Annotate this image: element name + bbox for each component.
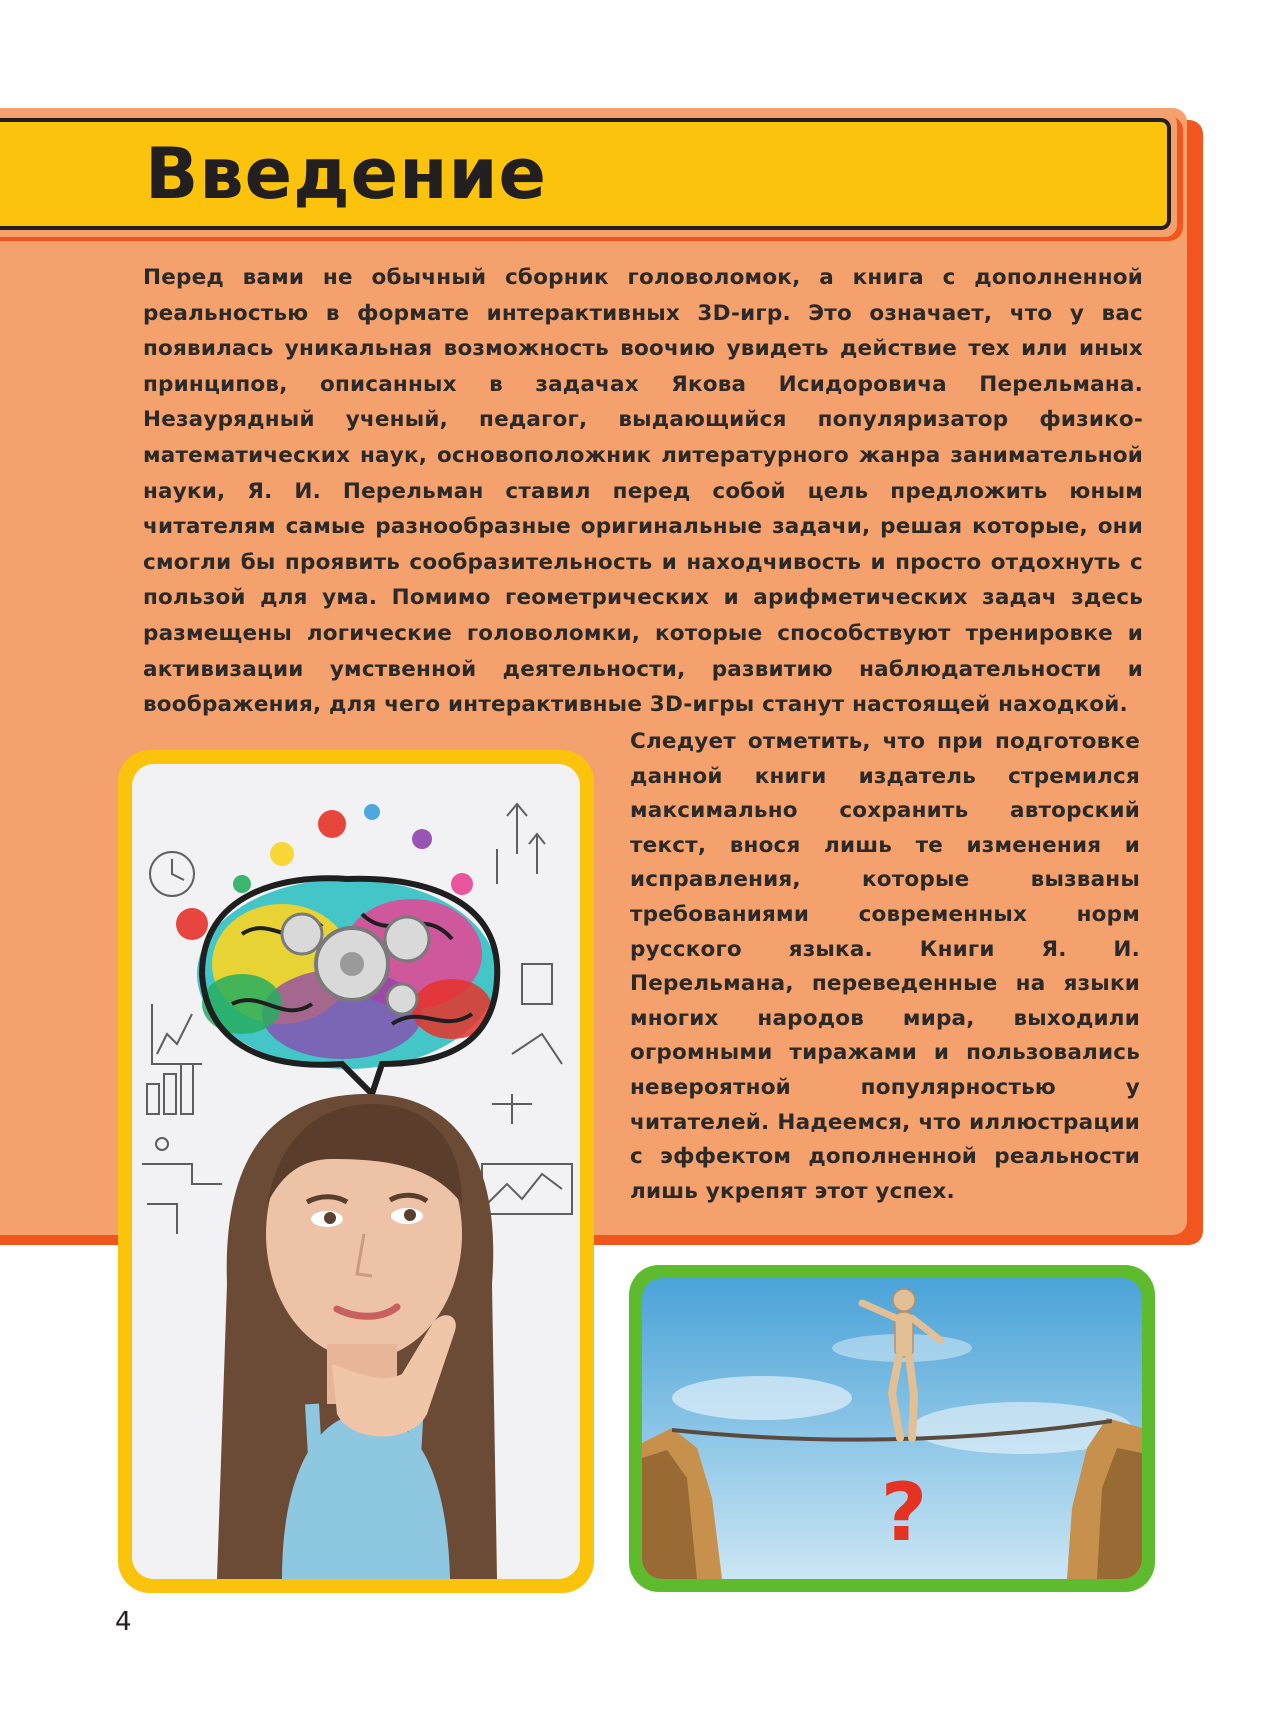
- second-paragraph: Следует отметить, что при подготовке данной книги издатель стремился максимально сохранить авторский текст, внося лишь те изменения и исправления, которые вызваны требованиями современных норм русского языка. Книги Я. И. Перельмана, переведенные на языки многих народов мира, выходили огромными тиражами и пользовались невероятной популярностью у читателей. Надеемся, что иллюстрации с эффектом дополненной реальности лишь укрепят этот успех.: [630, 729, 1140, 1204]
- tightrope-illustration: [642, 1278, 1142, 1579]
- page-title: Введение: [145, 133, 548, 215]
- thinking-girl-photo: [118, 750, 594, 1593]
- tightrope-image: [642, 1278, 1142, 1579]
- tightrope-photo: [629, 1265, 1155, 1592]
- thinking-girl-illustration: [132, 764, 580, 1579]
- page-number: 4: [115, 1607, 132, 1637]
- thinking-girl-image: [132, 764, 580, 1579]
- question-mark: ?: [880, 1466, 928, 1559]
- intro-paragraph: Перед вами не обычный сборник головоломок, а книга с дополненной реальностью в формате интерактивных 3D-игр. Это означает, что у вас появилась уникальная возможность воочию увидеть действие тех или иных принципов, описанных в задачах Якова Исидоровича Перельмана. Незаурядный ученый, педагог, выдающийся популяризатор физико-математических наук, основоположник литературного жанра занимательной науки, Я. И. Перельман ставил перед собой цель предложить юным читателям самые разнообразные оригинальные задачи, решая которые, они смогли бы проявить сообразительность и находчивость и просто отдохнуть с пользой для ума. Помимо геометрических и арифметических задач здесь размещены логические головоломки, которые способствуют тренировке и активизации умственной деятельности, развитию наблюдательности и воображения, для чего интерактивные 3D-игры станут настоящей находкой.: [143, 265, 1143, 718]
